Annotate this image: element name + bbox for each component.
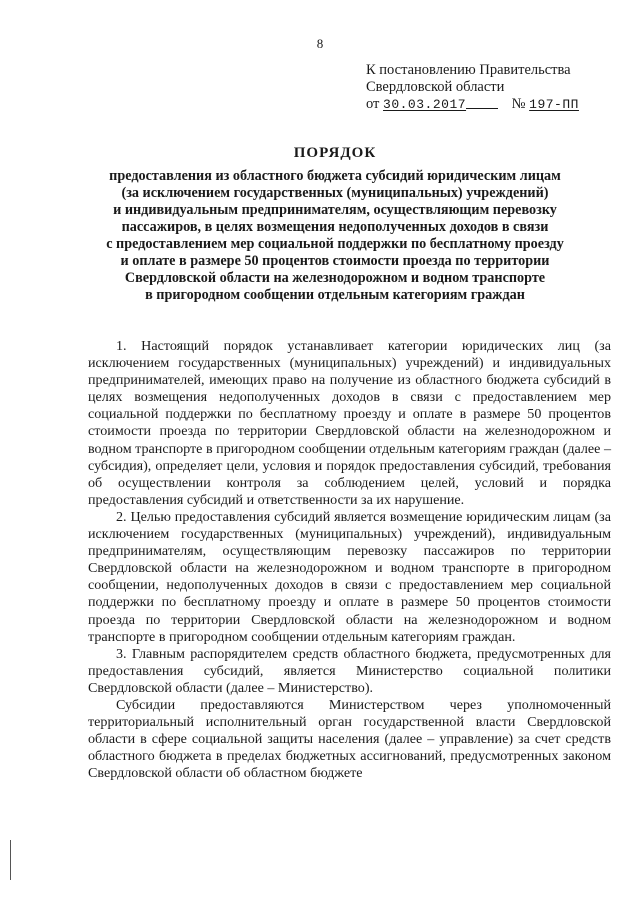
paragraph-3: 3. Главным распорядителем средств областного бюджета, предусмотренных для предоставления субсидий, является Министерство социальной политики Свердловской области (далее – Министерство).: [88, 645, 611, 696]
paragraph-3-continued: Субсидии предоставляются Министерством через уполномоченный территориальный исполнительный орган государственной власти Свердловской области в сфере социальной защиты населения (далее – управление) за счет средств областного бюджета в пределах бюджетных ассигнований, предусмотренных законом Свердловской области об областном бюджете: [88, 696, 611, 782]
resolution-date: 30.03.2017: [383, 97, 467, 112]
approval-line-2: Свердловской области: [366, 79, 505, 95]
approval-date-number-line: [366, 96, 616, 113]
document-body: [88, 338, 611, 782]
approval-line-1: К постановлению Правительства: [366, 62, 571, 78]
paragraph-1: 1. Настоящий порядок устанавливает категории юридических лиц (за исключением государственных (муниципальных) учреждений) и индивидуальных предпринимателей, имеющих право на получение из областного бюджета субсидий в целях возмещения недополученных доходов в связи с предоставлением мер социальной поддержки по бесплатному проезду и оплате в размере 50 процентов стоимости проезда по территории Свердловской области на железнодорожном и водном транспорте в пригородном сообщении отдельным категориям граждан (далее – субсидия), определяет цели, условия и порядок предоставления субсидий, требования об осуществлении контроля за соблюдением целей, условий и порядка предоставления субсидий и ответственности за их нарушение.: [88, 338, 611, 508]
subtitle-line: и индивидуальным предпринимателям, осуществляющим перевозку: [113, 202, 557, 218]
subtitle-line: Свердловской области на железнодорожном и водном транспорте: [124, 270, 546, 286]
subtitle-line: в пригородном сообщении отдельным категориям граждан: [145, 287, 525, 303]
number-prefix: №: [511, 96, 526, 112]
resolution-number: 197-ПП: [529, 97, 579, 112]
page-number: 8: [316, 36, 324, 51]
date-underline: [466, 108, 498, 109]
scan-edge-mark: [10, 840, 11, 880]
document-title: ПОРЯДОК: [293, 145, 377, 161]
subtitle-line: с предоставлением мер социальной поддержки по бесплатному проезду: [106, 236, 564, 252]
paragraph-2: 2. Целью предоставления субсидий является возмещение юридическим лицам (за исключением государственных (муниципальных) учреждений), индивидуальным предпринимателям, осуществляющим перевозку пассажиров по территории Свердловской области на железнодорожном и водном транспорте в пригородном сообщении, недополученных доходов в связи с предоставлением мер социальной поддержки по бесплатному проезду и оплате в размере 50 процентов стоимости проезда по территории Свердловской области на железнодорожном и водном транспорте в пригородном сообщении отдельным категориям граждан.: [88, 508, 611, 645]
subtitle-line: пассажиров, в целях возмещения недополученных доходов в связи: [121, 219, 549, 235]
document-heading: [60, 145, 610, 304]
subtitle-line: (за исключением государственных (муниципальных) учреждений): [121, 185, 549, 201]
document-subtitle: [60, 168, 610, 304]
subtitle-line: и оплате в размере 50 процентов стоимости проезда по территории: [120, 253, 550, 269]
subtitle-line: предоставления из областного бюджета субсидий юридическим лицам: [109, 168, 561, 184]
approval-reference: [366, 62, 616, 113]
date-prefix: от: [366, 96, 380, 112]
